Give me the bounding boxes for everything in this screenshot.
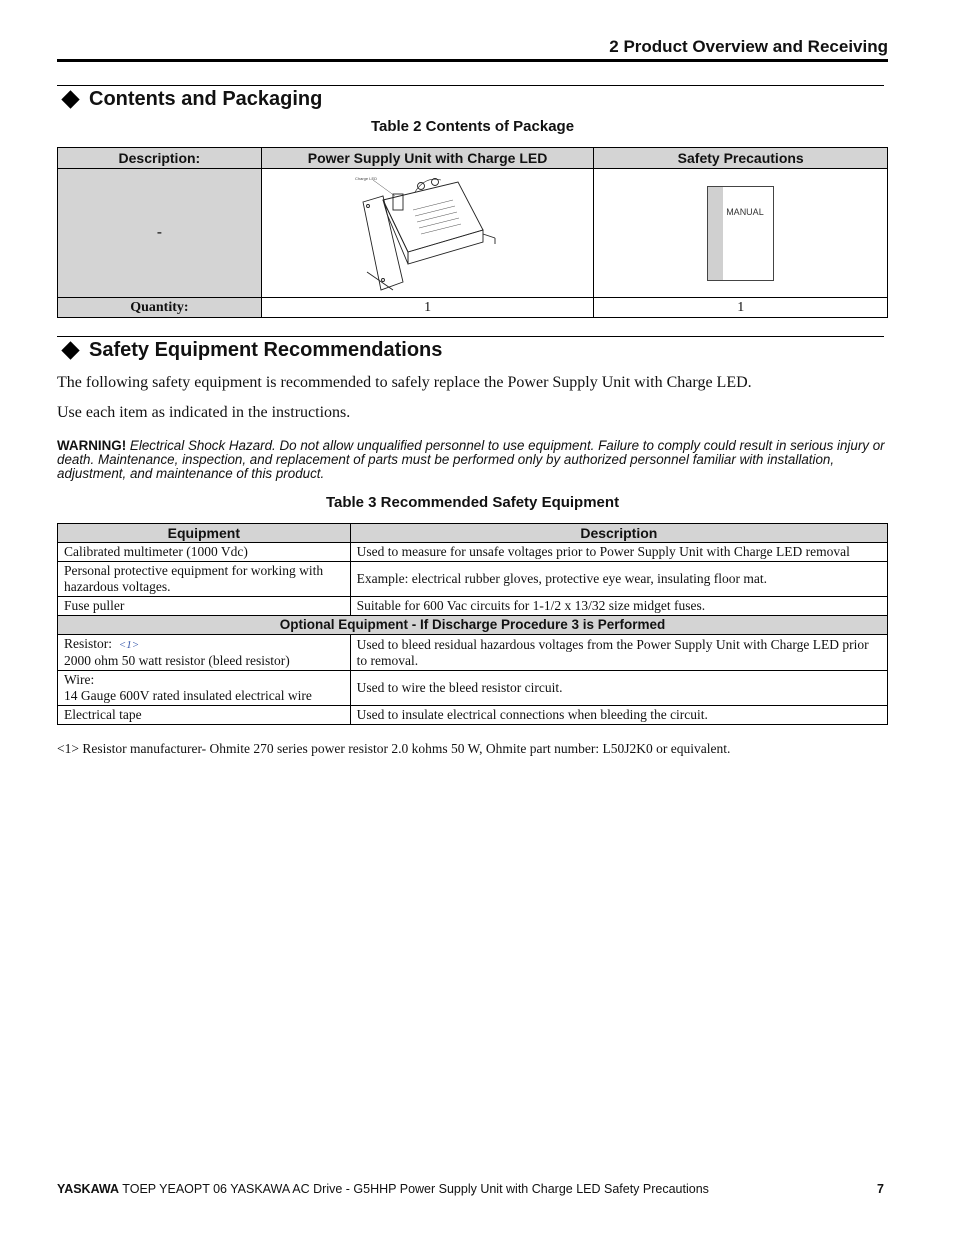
footnote-link[interactable]: <1> xyxy=(118,639,140,651)
manual-book-icon xyxy=(707,186,774,281)
section-heading-contents xyxy=(62,88,322,111)
description-cell: Used to insulate electrical connections when bleeding the circuit. xyxy=(350,706,887,725)
table-header-cell: Description xyxy=(350,524,887,543)
manual-spine xyxy=(708,187,723,280)
description-cell: Used to measure for unsafe voltages prior to Power Supply Unit with Charge LED removal xyxy=(350,543,887,562)
warning-label: WARNING! xyxy=(57,438,127,453)
table-caption: Table 2 Contents of Package xyxy=(370,118,575,135)
section-title: Contents and Packaging xyxy=(89,88,323,110)
table-caption: Table 3 Recommended Safety Equipment xyxy=(325,494,620,511)
table-row xyxy=(58,706,888,725)
optional-equipment-header-row xyxy=(58,616,888,635)
intro-paragraph: The following safety equipment is recommended to safely replace the Power Supply Unit with Charge LED. xyxy=(57,374,752,391)
page-footer xyxy=(57,1182,709,1196)
page-header-title: 2 Product Overview and Receiving xyxy=(609,37,888,56)
contents-table xyxy=(57,147,888,318)
equipment-cell: Personal protective equipment for working with hazardous voltages. xyxy=(58,562,351,597)
table-row xyxy=(58,543,888,562)
table-row xyxy=(58,635,888,671)
section-title: Safety Equipment Recommendations xyxy=(89,339,443,361)
section-rule xyxy=(57,336,884,337)
table-row xyxy=(58,597,888,616)
footer-doc-title: TOEP YEAOPT 06 YASKAWA AC Drive - G5HHP Power Supply Unit with Charge LED Safety Precautions xyxy=(119,1182,709,1196)
section-heading-safety xyxy=(62,339,442,362)
manual-image-cell xyxy=(594,169,888,298)
page-number: 7 xyxy=(877,1182,884,1196)
table-row xyxy=(58,562,888,597)
description-cell: Example: electrical rubber gloves, protective eye wear, insulating floor mat. xyxy=(350,562,887,597)
quantity-label: Quantity: xyxy=(58,298,262,318)
description-cell: Suitable for 600 Vac circuits for 1-1/2 x 13/32 size midget fuses. xyxy=(350,597,887,616)
table-footnote: <1> Resistor manufacturer- Ohmite 270 series power resistor 2.0 kohms 50 W, Ohmite part number: L50J2K0 or equivalent. xyxy=(57,741,731,756)
table-header-cell: Safety Precautions xyxy=(594,148,888,169)
instruction-paragraph: Use each item as indicated in the instructions. xyxy=(57,404,351,421)
manual-label: MANUAL xyxy=(726,206,764,217)
power-supply-unit-illustration xyxy=(353,172,503,294)
footer-brand: YASKAWA xyxy=(57,1182,120,1196)
equipment-cell xyxy=(58,635,351,671)
description-cell: Used to bleed residual hazardous voltages from the Power Supply Unit with Charge LED prior to removal. xyxy=(350,635,887,671)
safety-equipment-table xyxy=(57,523,888,725)
equipment-cell xyxy=(58,671,351,706)
description-cell: - xyxy=(58,169,262,298)
table-header-cell: Description: xyxy=(58,148,262,169)
warning-text: Electrical Shock Hazard. Do not allow unqualified personnel to use equipment. Failure to comply could result in serious injury or death. Maintenance, inspection, and replacement of parts must be performed only by authorized personnel familiar with installation, adjustment, and maintenance of this product. xyxy=(57,438,885,481)
charge-led-callout: Charge LED xyxy=(354,176,377,181)
psu-image-cell xyxy=(261,169,594,298)
equipment-detail: 14 Gauge 600V rated insulated electrical wire xyxy=(64,688,312,703)
table-row xyxy=(58,671,888,706)
quantity-value: 1 xyxy=(594,298,888,318)
table-header-cell: Equipment xyxy=(58,524,351,543)
diamond-bullet-icon xyxy=(61,90,79,108)
warning-block xyxy=(57,439,887,481)
equipment-name: Resistor: xyxy=(64,636,113,651)
quantity-value: 1 xyxy=(261,298,594,318)
optional-equipment-header: Optional Equipment - If Discharge Procedure 3 is Performed xyxy=(58,616,888,635)
equipment-detail: 2000 ohm 50 watt resistor (bleed resistor) xyxy=(64,653,290,668)
equipment-cell: Electrical tape xyxy=(58,706,351,725)
equipment-cell: Fuse puller xyxy=(58,597,351,616)
diamond-bullet-icon xyxy=(61,341,79,359)
section-rule xyxy=(57,85,884,86)
equipment-cell: Calibrated multimeter (1000 Vdc) xyxy=(58,543,351,562)
header-rule xyxy=(57,59,888,62)
table-header-cell: Power Supply Unit with Charge LED xyxy=(261,148,594,169)
description-cell: Used to wire the bleed resistor circuit. xyxy=(350,671,887,706)
equipment-name: Wire: xyxy=(64,672,95,687)
